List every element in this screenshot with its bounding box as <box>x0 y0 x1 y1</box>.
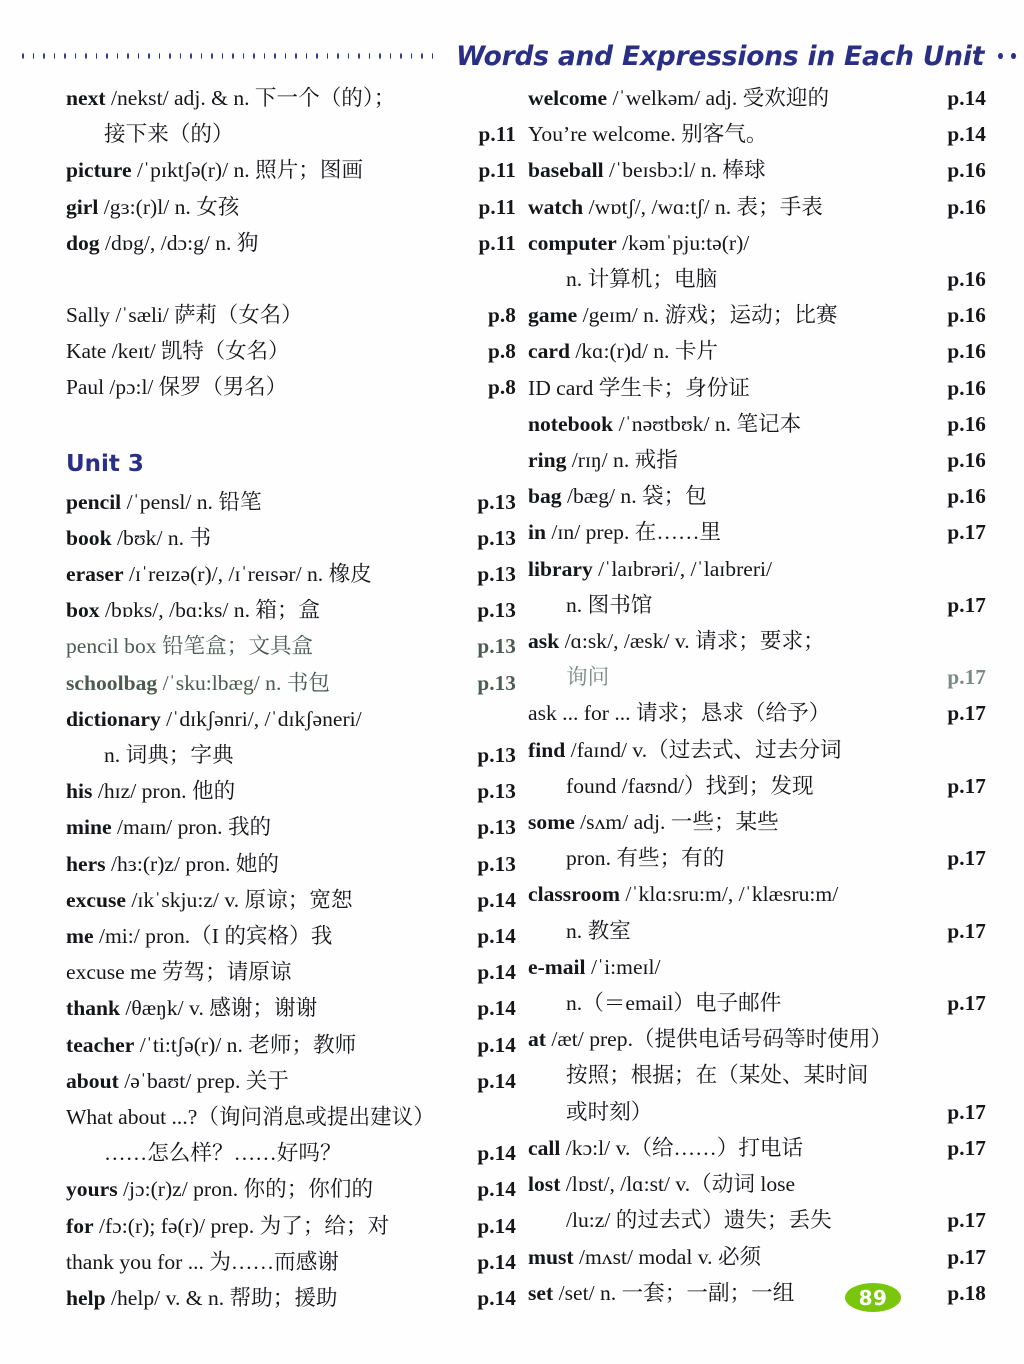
entry-line <box>528 1202 986 1238</box>
page-reference: p.16 <box>947 448 986 473</box>
page-reference: p.11 <box>478 230 516 255</box>
entry-line <box>528 623 986 659</box>
entry-text: n. 图书馆 <box>566 592 653 617</box>
dictionary-entry-some <box>528 804 986 876</box>
page-reference: p.16 <box>947 339 986 364</box>
entry-text: welcome /ˈwelkəm/ adj. 受欢迎的 <box>528 86 830 110</box>
entry-text: box /bɒks/, /bɑ:ks/ n. 箱；盒 <box>66 598 321 623</box>
entry-line <box>66 1135 518 1171</box>
entry-text: find /faɪnd/ v.（过去式、过去分词 <box>528 737 842 762</box>
entry-line <box>66 1063 518 1099</box>
entry-line <box>66 1027 518 1063</box>
entry-line <box>528 1166 986 1202</box>
entry-text: excuse /ɪkˈskju:z/ v. 原谅；宽恕 <box>66 887 353 912</box>
page-reference: p.17 <box>947 592 986 617</box>
page-reference: p.13 <box>477 525 516 550</box>
page-reference: p.13 <box>477 743 516 768</box>
dictionary-entry-game <box>528 297 986 333</box>
entry-line <box>528 659 986 695</box>
entry-line <box>528 333 986 369</box>
page-reference: p.13 <box>477 670 516 695</box>
entry-text: ask /ɑ:sk/, /æsk/ v. 请求；要求； <box>528 629 825 654</box>
entry-line <box>66 189 518 225</box>
entry-line <box>528 152 986 188</box>
entry-text: yours /jɔ:(r)z/ pron. 你的；你们的 <box>66 1177 374 1202</box>
page-number: 89 <box>858 1285 888 1310</box>
entry-line <box>66 665 518 701</box>
page-reference: p.16 <box>947 484 986 509</box>
page-reference: p.17 <box>947 665 986 690</box>
dictionary-entry-hers <box>66 846 518 882</box>
dictionary-entry-book <box>66 520 518 556</box>
page-reference: p.14 <box>947 86 986 110</box>
entry-line <box>66 369 518 405</box>
dictionary-entry-pencil <box>66 484 518 520</box>
page-title: Words and Expressions in Each Unit <box>456 40 985 72</box>
entry-text: in /ɪn/ prep. 在……里 <box>528 520 722 545</box>
dictionary-entry-what-about <box>66 1099 518 1171</box>
dictionary-entry-welcome <box>528 80 986 116</box>
entry-text: next /nekst/ adj. & n. 下一个（的）； <box>66 86 396 110</box>
dictionary-entry-thank-you-for <box>66 1244 518 1280</box>
entry-line <box>66 628 518 664</box>
entry-line <box>528 587 986 623</box>
entry-line <box>528 913 986 949</box>
page-reference: p.16 <box>947 267 986 292</box>
entry-line <box>528 840 986 876</box>
page-reference: p.13 <box>477 779 516 804</box>
page-reference: p.16 <box>947 194 986 219</box>
page-reference: p.16 <box>947 411 986 436</box>
dictionary-entry-pencil-box <box>66 628 518 664</box>
entry-line <box>66 80 518 116</box>
page-number-badge <box>845 1283 901 1312</box>
entry-text: his /hɪz/ pron. 他的 <box>66 779 236 804</box>
page-reference: p.17 <box>947 701 986 726</box>
entry-line <box>528 949 986 985</box>
page-reference: p.17 <box>947 1099 986 1124</box>
entry-line <box>528 225 986 261</box>
entry-text: 接下来（的） <box>104 122 234 147</box>
page-reference: p.17 <box>947 1208 986 1233</box>
dictionary-entry-in <box>528 514 986 550</box>
entry-text: pencil box 铅笔盒；文具盒 <box>66 634 314 659</box>
entry-text: classroom /ˈklɑ:sru:m/, /ˈklæsru:m/ <box>528 882 839 907</box>
entry-text: Paul /pɔ:l/ 保罗（男名） <box>66 375 288 400</box>
entry-text: pron. 有些；有的 <box>566 846 725 871</box>
entry-text: game /geɪm/ n. 游戏；运动；比赛 <box>528 303 838 328</box>
entry-text: pencil /ˈpensl/ n. 铅笔 <box>66 489 262 514</box>
entry-line <box>66 1208 518 1244</box>
dictionary-entry-watch <box>528 189 986 225</box>
page-reference: p.16 <box>947 375 986 400</box>
dictionary-entry-girl <box>66 189 518 225</box>
dictionary-entry-eraser <box>66 556 518 592</box>
entry-text: n. 教室 <box>566 918 631 943</box>
entry-line <box>528 1239 986 1275</box>
dictionary-entry-at <box>528 1021 986 1130</box>
entry-text: some /sʌm/ adj. 一些；某些 <box>528 810 779 835</box>
entry-line <box>66 520 518 556</box>
page-reference: p.13 <box>477 634 516 659</box>
section-spacer <box>66 406 518 444</box>
dictionary-entry-baseball <box>528 152 986 188</box>
entry-text: card /kɑ:(r)d/ n. 卡片 <box>528 339 719 364</box>
dictionary-entry-sally <box>66 297 518 333</box>
page-reference: p.13 <box>477 562 516 587</box>
dictionary-entry-for <box>66 1208 518 1244</box>
page-reference: p.14 <box>477 996 516 1021</box>
entry-line <box>66 701 518 737</box>
entry-text: ID card 学生卡；身份证 <box>528 375 750 400</box>
entry-text: call /kɔ:l/ v.（给……）打电话 <box>528 1135 804 1160</box>
entry-text: ask ... for ... 请求；恳求（给予） <box>528 701 831 726</box>
unit-heading-unit-3: Unit 3 <box>66 450 144 477</box>
dictionary-entry-kate <box>66 333 518 369</box>
entry-line <box>528 514 986 550</box>
entry-text: mine /maɪn/ pron. 我的 <box>66 815 272 840</box>
page-reference: p.17 <box>947 846 986 871</box>
entry-text: 询问 <box>566 665 610 690</box>
entry-line <box>66 116 518 152</box>
page-reference: p.8 <box>488 375 516 400</box>
dictionary-entry-bag <box>528 478 986 514</box>
entry-text: eraser /ɪˈreɪzə(r)/, /ɪˈreɪsər/ n. 橡皮 <box>66 562 372 587</box>
page-reference: p.14 <box>477 960 516 985</box>
entry-text: 按照；根据；在（某处、某时间 <box>566 1063 869 1088</box>
page-reference: p.13 <box>477 815 516 840</box>
entry-line <box>66 225 518 261</box>
dictionary-entry-youre-welcome <box>528 116 986 152</box>
entry-text: 或时刻） <box>566 1099 653 1124</box>
word-list-column-right <box>528 80 986 1311</box>
entry-text: n. 计算机；电脑 <box>566 267 718 292</box>
page-reference: p.14 <box>477 1032 516 1057</box>
section-spacer <box>66 261 518 297</box>
entry-line <box>66 882 518 918</box>
entry-text: me /mi:/ pron.（I 的宾格）我 <box>66 924 333 949</box>
dictionary-entry-computer <box>528 225 986 297</box>
entry-text: at /æt/ prep.（提供电话号码等时使用） <box>528 1027 893 1052</box>
page-header <box>0 36 1024 76</box>
entry-text: /lu:z/ 的过去式）遗失；丢失 <box>566 1208 832 1233</box>
entry-text: What about ...?（询问消息或提出建议） <box>66 1105 435 1130</box>
page-reference: p.17 <box>947 773 986 798</box>
page-reference: p.14 <box>477 887 516 912</box>
entry-line <box>528 261 986 297</box>
entry-text: bag /bæg/ n. 袋；包 <box>528 484 707 509</box>
entry-text: hers /hɜ:(r)z/ pron. 她的 <box>66 851 279 876</box>
dictionary-entry-id-card <box>528 370 986 406</box>
dictionary-entry-notebook <box>528 406 986 442</box>
entry-text: library /ˈlaɪbrəri/, /ˈlaɪbreri/ <box>528 556 773 581</box>
entry-line <box>66 918 518 954</box>
entry-text: n. 词典；字典 <box>104 743 234 768</box>
dictionary-entry-dictionary <box>66 701 518 773</box>
page-reference: p.14 <box>477 1249 516 1274</box>
entry-line <box>66 809 518 845</box>
entry-line <box>528 297 986 333</box>
entry-text: watch /wɒtʃ/, /wɑ:tʃ/ n. 表；手表 <box>528 194 823 219</box>
entry-text: ring /rɪŋ/ n. 戒指 <box>528 448 678 473</box>
entry-line <box>66 1171 518 1207</box>
entry-line <box>528 551 986 587</box>
page-reference: p.14 <box>477 1213 516 1238</box>
dictionary-entry-next <box>66 80 518 152</box>
entry-text: must /mʌst/ modal v. 必须 <box>528 1244 762 1269</box>
page-reference: p.8 <box>488 339 516 364</box>
entry-text: schoolbag /ˈsku:lbæg/ n. 书包 <box>66 670 330 695</box>
entry-line <box>66 846 518 882</box>
dictionary-entry-classroom <box>528 876 986 948</box>
entry-text: for /fɔ:(r); fə(r)/ prep. 为了；给；对 <box>66 1213 390 1238</box>
dictionary-entry-find <box>528 732 986 804</box>
dictionary-entry-yours <box>66 1171 518 1207</box>
entry-line <box>66 773 518 809</box>
entry-line <box>528 189 986 225</box>
entry-text: teacher /ˈti:tʃə(r)/ n. 老师；教师 <box>66 1032 357 1057</box>
page-reference: p.14 <box>477 1177 516 1202</box>
entry-line <box>66 737 518 773</box>
dictionary-entry-his <box>66 773 518 809</box>
dictionary-entry-paul <box>66 369 518 405</box>
page-reference: p.16 <box>947 303 986 328</box>
page-reference: p.14 <box>477 1286 516 1311</box>
dictionary-entry-ask <box>528 623 986 695</box>
entry-line <box>66 592 518 628</box>
entry-text: n.（＝email）电子邮件 <box>566 991 782 1016</box>
entry-line <box>66 556 518 592</box>
entry-text: girl /gɜ:(r)l/ n. 女孩 <box>66 194 240 219</box>
entry-line <box>528 732 986 768</box>
entry-text: dog /dɒg/, /dɔ:g/ n. 狗 <box>66 230 259 255</box>
dictionary-entry-schoolbag <box>66 665 518 701</box>
entry-text: picture /ˈpɪktʃə(r)/ n. 照片；图画 <box>66 158 364 183</box>
entry-line <box>66 1099 518 1135</box>
entry-line <box>66 297 518 333</box>
entry-line <box>66 954 518 990</box>
entry-line <box>528 406 986 442</box>
dictionary-entry-box <box>66 592 518 628</box>
entry-line <box>528 370 986 406</box>
dictionary-entry-thank <box>66 990 518 1026</box>
entry-text: thank you for ... 为……而感谢 <box>66 1249 339 1274</box>
dictionary-entry-must <box>528 1239 986 1275</box>
dictionary-entry-excuse-me <box>66 954 518 990</box>
entry-line <box>528 442 986 478</box>
entry-line <box>528 1021 986 1057</box>
entry-line <box>528 876 986 912</box>
dictionary-entry-about <box>66 1063 518 1099</box>
entry-line <box>66 152 518 188</box>
entry-line <box>66 333 518 369</box>
entry-line <box>528 478 986 514</box>
page-reference: p.17 <box>947 1244 986 1269</box>
entry-line <box>528 1130 986 1166</box>
entry-text: baseball /ˈbeɪsbɔ:l/ n. 棒球 <box>528 158 766 183</box>
dictionary-entry-teacher <box>66 1027 518 1063</box>
header-dot-rule-right <box>998 50 1024 62</box>
entry-text: e-mail /ˈi:meɪl/ <box>528 954 661 979</box>
page-reference: p.17 <box>947 918 986 943</box>
entry-text: You’re welcome. 别客气。 <box>528 122 768 147</box>
header-dot-rule-left <box>22 50 442 62</box>
entry-text: notebook /ˈnəʊtbʊk/ n. 笔记本 <box>528 411 802 436</box>
page-reference: p.18 <box>947 1280 986 1305</box>
entry-text: Sally /ˈsæli/ 萨莉（女名） <box>66 303 303 328</box>
page-reference: p.16 <box>947 158 986 183</box>
dictionary-entry-dog <box>66 225 518 261</box>
page-reference: p.8 <box>488 303 516 328</box>
dictionary-entry-set <box>528 1275 986 1311</box>
entry-line <box>528 80 986 116</box>
dictionary-entry-library <box>528 551 986 623</box>
entry-text: set /set/ n. 一套；一副；一组 <box>528 1280 795 1305</box>
entry-line <box>528 695 986 731</box>
dictionary-entry-ring <box>528 442 986 478</box>
dictionary-entry-lost <box>528 1166 986 1238</box>
page-reference: p.13 <box>477 851 516 876</box>
entry-line <box>66 484 518 520</box>
entry-text: excuse me 劳驾；请原谅 <box>66 960 292 985</box>
page-reference: p.13 <box>477 598 516 623</box>
entry-line <box>66 1280 518 1316</box>
entry-line <box>528 1057 986 1093</box>
entry-text: computer /kəmˈpju:tə(r)/ <box>528 230 750 255</box>
dictionary-entry-ask-for <box>528 695 986 731</box>
dictionary-entry-help <box>66 1280 518 1316</box>
page-reference: p.14 <box>947 122 986 147</box>
entry-text: book /bʊk/ n. 书 <box>66 525 212 550</box>
entry-line <box>528 1275 986 1311</box>
dictionary-entry-me <box>66 918 518 954</box>
entry-text: thank /θæŋk/ v. 感谢；谢谢 <box>66 996 318 1021</box>
entry-line <box>528 1094 986 1130</box>
dictionary-entry-picture <box>66 152 518 188</box>
entry-text: ……怎么样？……好吗？ <box>104 1141 342 1166</box>
dictionary-entry-card <box>528 333 986 369</box>
dictionary-entry-call <box>528 1130 986 1166</box>
entry-line <box>528 768 986 804</box>
entry-line <box>66 990 518 1026</box>
page-reference: p.17 <box>947 1135 986 1160</box>
entry-text: lost /lɒst/, /lɑ:st/ v.（动词 lose <box>528 1172 796 1197</box>
page-reference: p.11 <box>478 122 516 147</box>
dictionary-entry-e-mail <box>528 949 986 1021</box>
dictionary-entry-mine <box>66 809 518 845</box>
entry-text: help /help/ v. & n. 帮助；援助 <box>66 1286 338 1311</box>
entry-line <box>66 1244 518 1280</box>
page-reference: p.14 <box>477 924 516 949</box>
entry-text: found /faʊnd/）找到；发现 <box>566 773 814 798</box>
page-reference: p.14 <box>477 1068 516 1093</box>
entry-text: dictionary /ˈdɪkʃənri/, /ˈdɪkʃəneri/ <box>66 706 362 731</box>
entry-text: Kate /keɪt/ 凯特（女名） <box>66 339 290 364</box>
entry-line <box>528 804 986 840</box>
page-reference: p.11 <box>478 158 516 183</box>
page-reference: p.17 <box>947 991 986 1016</box>
page-reference: p.11 <box>478 194 516 219</box>
entry-line <box>528 116 986 152</box>
page-reference: p.13 <box>477 489 516 514</box>
dictionary-entry-excuse <box>66 882 518 918</box>
word-list-column-left <box>66 80 518 1316</box>
entry-line <box>528 985 986 1021</box>
page-reference: p.17 <box>947 520 986 545</box>
entry-text: about /əˈbaʊt/ prep. 关于 <box>66 1068 289 1093</box>
page-reference: p.14 <box>477 1141 516 1166</box>
